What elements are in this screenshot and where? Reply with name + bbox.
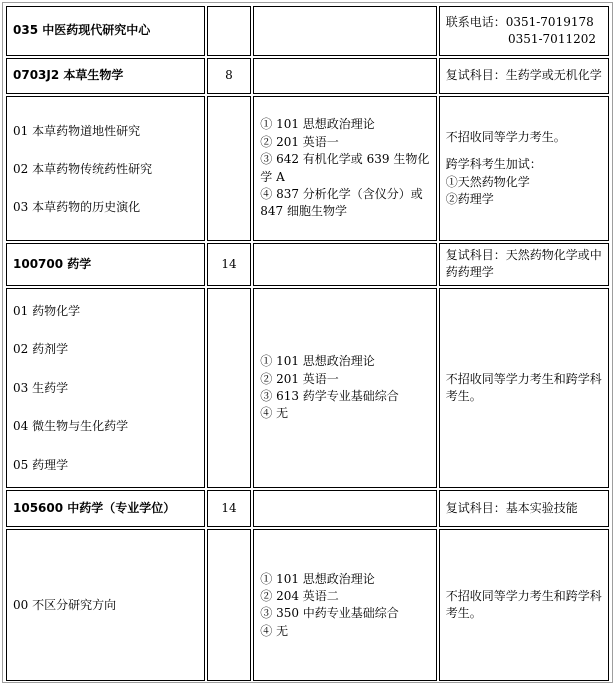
spacer <box>446 146 602 156</box>
exam-item: ② 201 英语一 <box>260 371 339 386</box>
exam-item: ③ 642 有机化学或 639 生物化学 A <box>260 152 430 184</box>
unit-title: 035 中医药现代研究中心 <box>6 6 205 56</box>
retest-subjects: 复试科目：基本实验技能 <box>439 490 609 527</box>
exam-subjects <box>253 96 436 241</box>
exam-item: ④ 无 <box>260 406 289 421</box>
research-directions <box>6 96 205 241</box>
major-title: 0703J2 本草生物学 <box>6 58 205 94</box>
enrollment-count: 8 <box>207 58 252 94</box>
retest-subjects: 复试科目：生药学或无机化学 <box>439 58 609 94</box>
direction-item: 01 药物化学 <box>13 303 81 318</box>
admissions-table <box>4 4 611 683</box>
exam-item: ② 201 英语一 <box>260 134 339 149</box>
directions-row <box>6 288 609 489</box>
exam-item: ① 101 思想政治理论 <box>260 117 375 132</box>
exam-subjects <box>253 529 436 681</box>
direction-item: 03 生药学 <box>13 380 69 395</box>
empty-cell <box>207 529 252 681</box>
exam-item: ③ 613 药学专业基础综合 <box>260 389 399 404</box>
contact-phone-1: 联系电话：0351-7019178 <box>445 14 594 29</box>
remarks <box>439 96 609 241</box>
unit-count <box>207 6 252 56</box>
empty-cell <box>207 288 252 489</box>
major-row <box>6 243 609 286</box>
research-directions <box>6 288 205 489</box>
major-title: 100700 药学 <box>6 243 205 286</box>
major-subjects <box>253 58 436 94</box>
direction-item: 00 不区分研究方向 <box>13 597 117 612</box>
exam-item: ④ 837 分析化学（含仪分）或 847 细胞生物学 <box>260 186 423 219</box>
major-row <box>6 58 609 94</box>
empty-cell <box>207 96 252 241</box>
exam-item: ④ 无 <box>260 623 289 638</box>
enrollment-count: 14 <box>207 243 252 286</box>
remark-line: ①天然药物化学 <box>445 174 530 189</box>
unit-row <box>6 6 609 56</box>
direction-item: 01 本草药物道地性研究 <box>13 123 141 138</box>
direction-item: 02 药剂学 <box>13 342 69 357</box>
direction-item: 03 本草药物的历史演化 <box>13 199 141 214</box>
unit-note <box>439 6 609 56</box>
exam-item: ③ 350 中药专业基础综合 <box>260 606 399 621</box>
exam-item: ① 101 思想政治理论 <box>260 571 375 586</box>
remark-line: ②药理学 <box>445 191 494 206</box>
direction-item: 04 微生物与生化药学 <box>13 419 129 434</box>
exam-item: ② 204 英语二 <box>260 588 339 603</box>
remarks: 不招收同等学力考生和跨学科考生。 <box>439 529 609 681</box>
remark-line: 跨学科考生加试： <box>445 157 542 172</box>
remarks: 不招收同等学力考生和跨学科考生。 <box>439 288 609 489</box>
exam-subjects <box>253 288 436 489</box>
contact-phone-2: 0351-7011202 <box>507 32 596 46</box>
unit-subjects <box>253 6 436 56</box>
major-title: 105600 中药学（专业学位） <box>6 490 205 527</box>
research-directions <box>6 529 205 681</box>
major-row <box>6 490 609 527</box>
direction-item: 05 药理学 <box>13 457 69 472</box>
exam-item: ① 101 思想政治理论 <box>260 354 375 369</box>
major-subjects <box>253 243 436 286</box>
remark-line: 不招收同等学力考生。 <box>445 129 566 144</box>
directions-row <box>6 529 609 681</box>
directions-row <box>6 96 609 241</box>
retest-subjects: 复试科目：天然药物化学或中药药理学 <box>439 243 609 286</box>
major-subjects <box>253 490 436 527</box>
enrollment-count: 14 <box>207 490 252 527</box>
direction-item: 02 本草药物传统药性研究 <box>13 161 153 176</box>
